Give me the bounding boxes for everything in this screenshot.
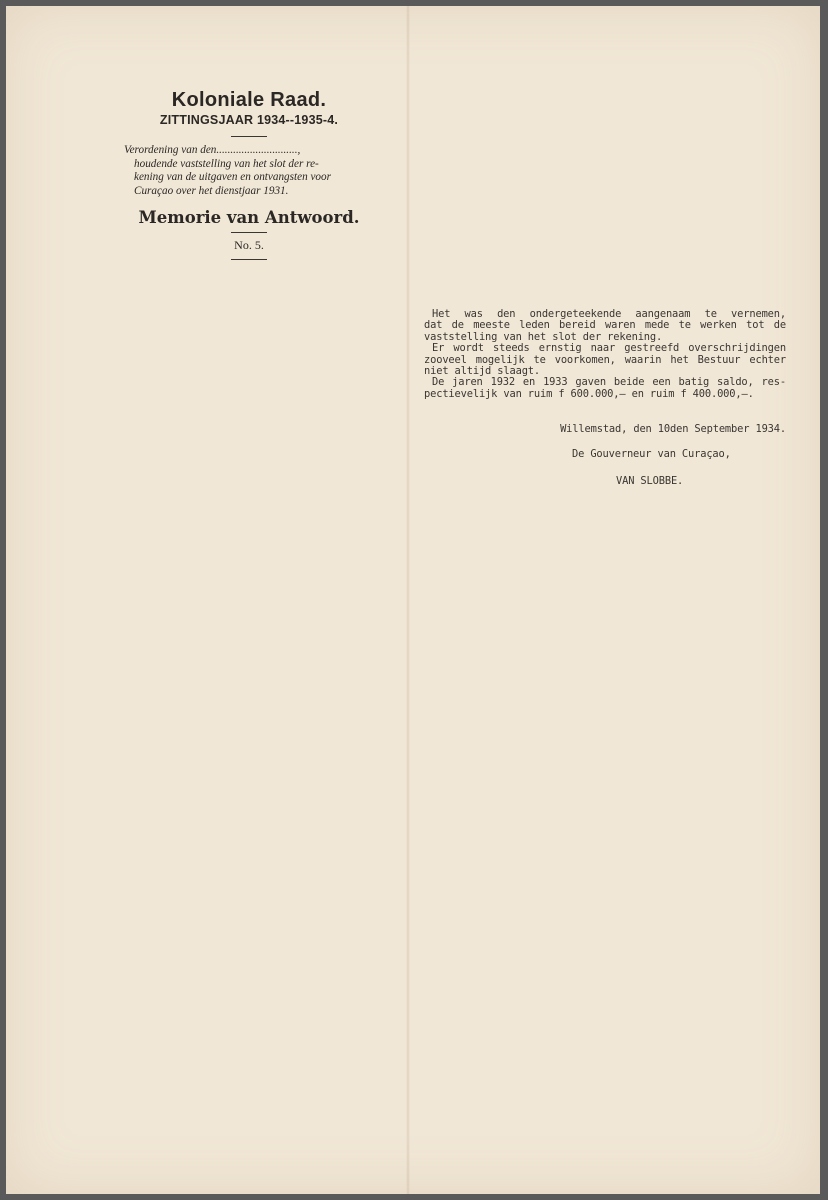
- title-divider: [231, 232, 267, 233]
- body-line: dat de meeste leden bereid waren mede te werken tot de: [424, 319, 786, 332]
- response-body: [424, 309, 786, 400]
- body-line: niet altijd slaagt.: [424, 365, 541, 378]
- document-page: [6, 6, 820, 1194]
- document-header: [118, 86, 380, 260]
- body-line: Er wordt steeds ernstig naar gestreefd overschrijdingen: [432, 342, 786, 355]
- signatory-name: VAN SLOBBE.: [616, 475, 684, 487]
- document-title: Memorie van Antwoord.: [138, 208, 360, 227]
- council-title: Koloniale Raad.: [171, 89, 327, 111]
- intro-line: Verordening van den.............................,: [124, 144, 301, 156]
- body-line: vaststelling van het slot der rekening.: [424, 330, 663, 343]
- body-line: zooveel mogelijk te voorkomen, waarin het Bestuur echter: [424, 353, 786, 366]
- place-date: Willemstad, den 10den September 1934.: [560, 423, 786, 435]
- session-year: ZITTINGSJAAR 1934--1935-4.: [159, 113, 339, 127]
- page-fold: [406, 6, 410, 1194]
- document-number: No. 5.: [234, 238, 264, 252]
- intro-line: houdende vaststelling van het slot der re-: [134, 157, 319, 170]
- ordinance-description: [124, 144, 374, 198]
- body-line: De jaren 1932 en 1933 gaven beide een batig saldo, res-: [432, 376, 786, 389]
- body-line: pectievelijk van ruim f 600.000,— en ruim f 400.000,—.: [424, 387, 754, 400]
- header-divider: [231, 136, 267, 137]
- body-line: Het was den ondergeteekende aangenaam te vernemen,: [432, 308, 786, 320]
- signatory-role: De Gouverneur van Curaçao,: [572, 448, 731, 460]
- intro-line: kening van de uitgaven en ontvangsten voor: [134, 171, 331, 183]
- number-divider: [231, 259, 267, 260]
- intro-line: Curaçao over het dienstjaar 1931.: [134, 184, 289, 197]
